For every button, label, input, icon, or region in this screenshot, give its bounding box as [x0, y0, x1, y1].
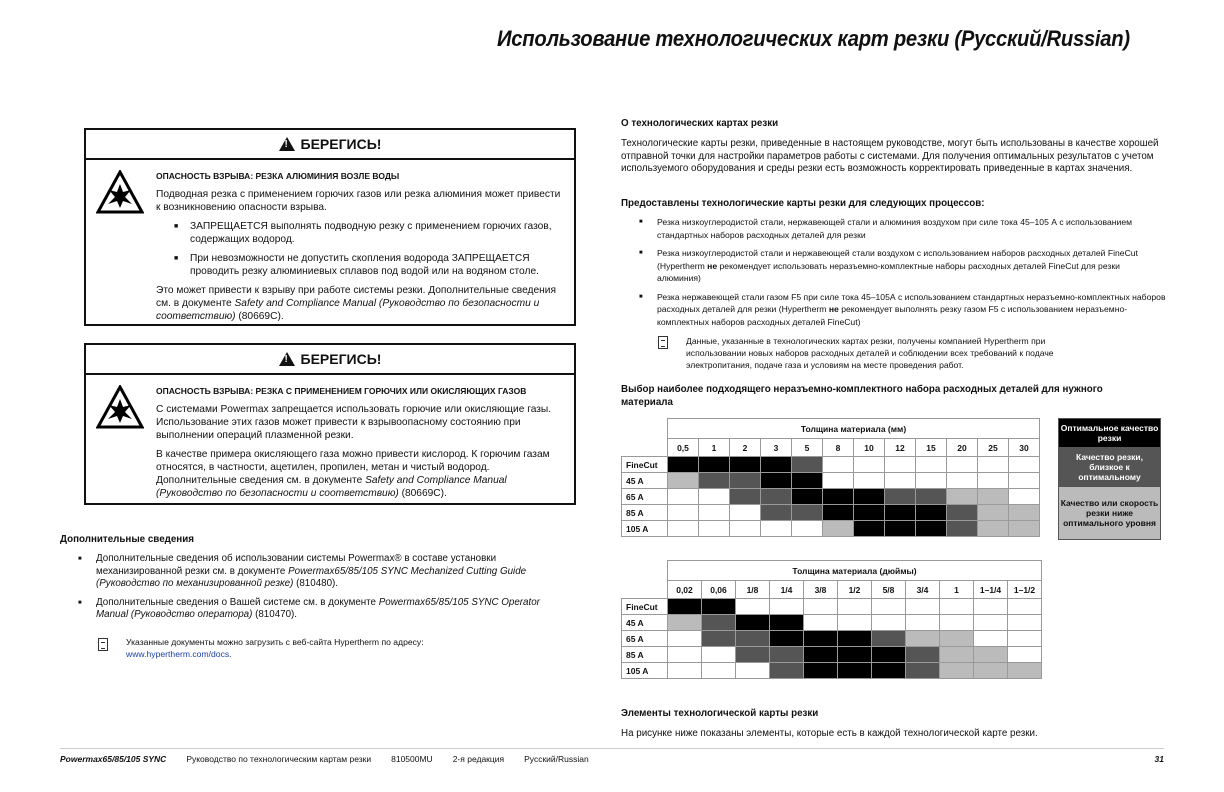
table-cell: [1009, 505, 1040, 521]
table-cell: [770, 599, 804, 615]
table-cell: [978, 457, 1009, 473]
table-cell: [906, 647, 940, 663]
table-cell: [736, 615, 770, 631]
table-cell: [854, 505, 885, 521]
table-cell: [770, 615, 804, 631]
table-title: Толщина материала (дюймы): [668, 561, 1042, 581]
table-cell: [668, 631, 702, 647]
table-cell: [668, 599, 702, 615]
warning-subtitle: ОПАСНОСТЬ ВЗРЫВА: РЕЗКА АЛЮМИНИЯ ВОЗЛЕ ВОДЫ: [156, 171, 400, 181]
table-cell: [916, 473, 947, 489]
list-item: ■ Дополнительные сведения об использовании системы Powermax® в составе установки механизированной резки см. в документе Powermax65/85/105 SYNC Mechanized Cutting Guide (Руководство по механизированной резке) (810480).: [60, 553, 560, 591]
table-cell: [804, 631, 838, 647]
table-cell: [730, 505, 761, 521]
table-cell: [823, 505, 854, 521]
hypertherm-docs-link[interactable]: www.hypertherm.com/docs: [126, 649, 230, 659]
about-heading: О технологических картах резки: [621, 118, 779, 129]
column-header: 5: [792, 439, 823, 457]
column-header: 1/4: [770, 581, 804, 599]
table-cell: [947, 457, 978, 473]
table-cell: [940, 599, 974, 615]
footer-doc-title: Руководство по технологическим картам резки: [186, 754, 372, 764]
thickness-mm-table: [621, 418, 1040, 537]
table-cell: [872, 647, 906, 663]
table-cell: [838, 631, 872, 647]
table-cell: [885, 473, 916, 489]
table-cell: [872, 615, 906, 631]
table-cell: [872, 599, 906, 615]
column-header: 3/8: [804, 581, 838, 599]
table-cell: [906, 599, 940, 615]
table-cell: [885, 457, 916, 473]
column-header: 20: [947, 439, 978, 457]
table-cell: [872, 631, 906, 647]
table-cell: [838, 663, 872, 679]
table-cell: [940, 663, 974, 679]
table-cell: [978, 473, 1009, 489]
table-cell: [668, 615, 702, 631]
table-cell: [770, 631, 804, 647]
table-cell: [906, 631, 940, 647]
table-cell: [854, 457, 885, 473]
processes-list: [621, 216, 1166, 334]
table-cell: [885, 521, 916, 537]
table-cell: [916, 457, 947, 473]
table-cell: [974, 631, 1008, 647]
table-cell: [872, 663, 906, 679]
warning-intro: Подводная резка с применением горючих газов или резка алюминия может привести к возникновению опасности взрыва.: [156, 189, 561, 213]
legend-optimal: Оптимальное качество резки: [1058, 418, 1161, 448]
column-header: 10: [854, 439, 885, 457]
column-header: 5/8: [872, 581, 906, 599]
table-cell: [1009, 489, 1040, 505]
table-cell: [730, 473, 761, 489]
column-header: 15: [916, 439, 947, 457]
thickness-inch-table: [621, 560, 1042, 679]
table-cell: [702, 647, 736, 663]
table-cell: [702, 599, 736, 615]
table-cell: [668, 663, 702, 679]
page-number: 31: [1154, 754, 1164, 764]
table-cell: [906, 615, 940, 631]
additional-heading: Дополнительные сведения: [60, 534, 194, 545]
list-item: ■ Дополнительные сведения о Вашей системе см. в документе Powermax65/85/105 SYNC Operator Manual (Руководство оператора) (810470).: [60, 597, 560, 622]
processes-heading: Предоставлены технологические карты резки для следующих процессов:: [621, 198, 985, 209]
column-header: 1–1/4: [974, 581, 1008, 599]
footer: [60, 748, 1164, 769]
footer-language: Русский/Russian: [524, 754, 589, 764]
column-header: 1: [699, 439, 730, 457]
table-cell: [804, 663, 838, 679]
table-cell: [792, 457, 823, 473]
table-cell: [823, 457, 854, 473]
table-cell: [1008, 599, 1042, 615]
warning-header: ! БЕРЕГИСЬ!: [86, 130, 574, 160]
table-cell: [668, 489, 699, 505]
table-cell: [804, 599, 838, 615]
explosion-icon: [96, 385, 144, 429]
table-cell: [916, 521, 947, 537]
table-cell: [736, 663, 770, 679]
table-cell: [1008, 615, 1042, 631]
table-cell: [838, 615, 872, 631]
table-cell: [1008, 631, 1042, 647]
table-cell: [947, 473, 978, 489]
legend-below-optimal: Качество или скорость резки ниже оптимального уровня: [1058, 486, 1161, 540]
row-label: 65 A: [622, 489, 668, 505]
table-cell: [838, 647, 872, 663]
table-cell: [978, 505, 1009, 521]
table-cell: [792, 489, 823, 505]
table-cell: [761, 505, 792, 521]
table-cell: [974, 647, 1008, 663]
row-label: 65 A: [622, 631, 668, 647]
table-cell: [854, 489, 885, 505]
row-label: FineCut: [622, 599, 668, 615]
list-item: ■ Резка низкоуглеродистой стали и нержавеющей стали воздухом с использованием наборов расходных деталей FineCut (Hypertherm не рекомендует использовать неразъемно-комплектные наборы расходных деталей FineCut для резки алюминия): [621, 247, 1166, 285]
table-cell: [940, 647, 974, 663]
table-cell: [823, 521, 854, 537]
table-cell: [792, 505, 823, 521]
additional-note: Указанные документы можно загрузить с веб-сайта Hypertherm по адресу: www.hypertherm.com/docs.: [126, 637, 424, 659]
warning-intro: С системами Powermax запрещается использовать горючие или окисляющие газы. Использование этих газов может привести к взрывоопасному состоянию при выполнении операций плазменной резки.: [156, 404, 552, 441]
column-header: 0,02: [668, 581, 702, 599]
footer-product: Powermax65/85/105 SYNC: [60, 754, 167, 764]
table-cell: [730, 457, 761, 473]
elements-heading: Элементы технологической карты резки: [621, 708, 819, 719]
table-cell: [668, 647, 702, 663]
column-header: 12: [885, 439, 916, 457]
table-cell: [1008, 647, 1042, 663]
page-title: Использование технологических карт резки (Русский/Russian): [497, 26, 1130, 51]
table-cell: [823, 489, 854, 505]
table-cell: [702, 631, 736, 647]
column-header: 8: [823, 439, 854, 457]
table-cell: [1009, 521, 1040, 537]
table-cell: [736, 631, 770, 647]
table-cell: [699, 521, 730, 537]
table-cell: [916, 489, 947, 505]
column-header: 0,5: [668, 439, 699, 457]
table-cell: [885, 489, 916, 505]
table-cell: [702, 615, 736, 631]
row-label: 105 A: [622, 521, 668, 537]
column-header: 0,06: [702, 581, 736, 599]
table-cell: [978, 521, 1009, 537]
table-cell: [947, 505, 978, 521]
legend-near-optimal: Качество резки, близкое к оптимальному: [1058, 448, 1161, 486]
row-label: 85 A: [622, 505, 668, 521]
row-label: 85 A: [622, 647, 668, 663]
row-label: 45 A: [622, 473, 668, 489]
table-cell: [792, 473, 823, 489]
footer-edition: 2-я редакция: [452, 754, 505, 764]
warning-para: В качестве примера окисляющего газа можно привести кислород. К горючим газам относятся, в частности, ацетилен, пропилен, метан и чистый водород. Дополнительные сведения см. в документе Safety and Compliance Manual (Руководство по безопасности и соответствию) (80669C).: [156, 449, 550, 499]
table-cell: [804, 647, 838, 663]
table-cell: [699, 489, 730, 505]
table-cell: [736, 647, 770, 663]
column-header: 1/8: [736, 581, 770, 599]
about-paragraph: Технологические карты резки, приведенные в настоящем руководстве, могут быть использованы в качестве хорошей отправной точки для настройки параметров работы с системами. Для получения оптимальных результатов с учетом используемого оборудования и среды резки есть возможность корректировать приведенные в картах значения.: [621, 138, 1159, 174]
table-cell: [885, 505, 916, 521]
table-cell: [761, 489, 792, 505]
note-icon: [98, 638, 108, 651]
table-cell: [730, 489, 761, 505]
table-cell: [940, 615, 974, 631]
table-cell: [906, 663, 940, 679]
column-header: 1: [940, 581, 974, 599]
warning-triangle-icon: [279, 137, 295, 151]
note-icon: [658, 336, 668, 349]
column-header: 2: [730, 439, 761, 457]
table-cell: [699, 457, 730, 473]
elements-paragraph: На рисунке ниже показаны элементы, которые есть в каждой технологической карте резки.: [621, 728, 1038, 739]
warning-box-gases: [84, 343, 576, 505]
column-header: 1/2: [838, 581, 872, 599]
warning-subtitle: ОПАСНОСТЬ ВЗРЫВА: РЕЗКА С ПРИМЕНЕНИЕМ ГОРЮЧИХ ИЛИ ОКИСЛЯЮЩИХ ГАЗОВ: [156, 386, 527, 396]
table-cell: [974, 599, 1008, 615]
list-item: ■ Резка нержавеющей стали газом F5 при силе тока 45–105А с использованием стандартных неразъемно-комплектных наборов расходных деталей для резки (Hypertherm не рекомендует выполнять резку газом F5 с использованием неразъемно-комплектных наборов расходных деталей FineCut): [621, 291, 1166, 329]
warning-header: ! БЕРЕГИСЬ!: [86, 345, 574, 375]
warning-bullet: ■ При невозможности не допустить скопления водорода ЗАПРЕЩАЕТСЯ проводить резку алюминиевых сплавов под водой или на водяном столе.: [156, 252, 564, 278]
table-cell: [1009, 473, 1040, 489]
table-cell: [702, 663, 736, 679]
table-cell: [668, 473, 699, 489]
table-cell: [974, 663, 1008, 679]
table-cell: [978, 489, 1009, 505]
column-header: 25: [978, 439, 1009, 457]
table-cell: [699, 505, 730, 521]
column-header: 3/4: [906, 581, 940, 599]
table-cell: [668, 505, 699, 521]
warning-box-aluminum: [84, 128, 576, 326]
column-header: 1–1/2: [1008, 581, 1042, 599]
additional-list: [60, 553, 560, 628]
table-cell: [736, 599, 770, 615]
table-title: Толщина материала (мм): [668, 419, 1040, 439]
processes-note: Данные, указанные в технологических картах резки, получены компанией Hypertherm при использовании новых наборов расходных деталей и соблюдении всех требований к подаче электропитания, подаче газа и условиям на месте проведения работ.: [686, 336, 1054, 370]
warning-bullet: ■ ЗАПРЕЩАЕТСЯ выполнять подводную резку с применением горючих газов, содержащих водород.: [156, 220, 564, 246]
table-cell: [947, 489, 978, 505]
table-cell: [916, 505, 947, 521]
row-label: 105 A: [622, 663, 668, 679]
quality-legend: [1058, 418, 1161, 540]
warning-outro: Это может привести к взрыву при работе системы резки. Дополнительные сведения см. в документе Safety and Compliance Manual (Руководство по безопасности и соответствию) (80669C).: [156, 285, 556, 322]
table-cell: [838, 599, 872, 615]
table-cell: [947, 521, 978, 537]
table-cell: [761, 457, 792, 473]
row-label: FineCut: [622, 457, 668, 473]
table-cell: [1009, 457, 1040, 473]
table-cell: [770, 663, 804, 679]
table-cell: [804, 615, 838, 631]
table-cell: [823, 473, 854, 489]
column-header: 3: [761, 439, 792, 457]
column-header: 30: [1009, 439, 1040, 457]
warning-triangle-icon: [279, 352, 295, 366]
table-cell: [699, 473, 730, 489]
table-cell: [854, 473, 885, 489]
table-cell: [761, 521, 792, 537]
explosion-icon: [96, 170, 144, 214]
row-label: 45 A: [622, 615, 668, 631]
table-cell: [854, 521, 885, 537]
table-cell: [761, 473, 792, 489]
table-cell: [730, 521, 761, 537]
table-cell: [770, 647, 804, 663]
table-cell: [668, 521, 699, 537]
selection-heading: Выбор наиболее подходящего неразъемно-комплектного набора расходных деталей для нужного материала: [621, 384, 1103, 408]
table-cell: [792, 521, 823, 537]
table-cell: [974, 615, 1008, 631]
footer-doc-number: 810500MU: [391, 754, 433, 764]
table-cell: [1008, 663, 1042, 679]
list-item: ■ Резка низкоуглеродистой стали, нержавеющей стали и алюминия воздухом при силе тока 45–105 А с использованием стандартных наборов расходных деталей для резки: [621, 216, 1166, 241]
table-cell: [668, 457, 699, 473]
table-cell: [940, 631, 974, 647]
